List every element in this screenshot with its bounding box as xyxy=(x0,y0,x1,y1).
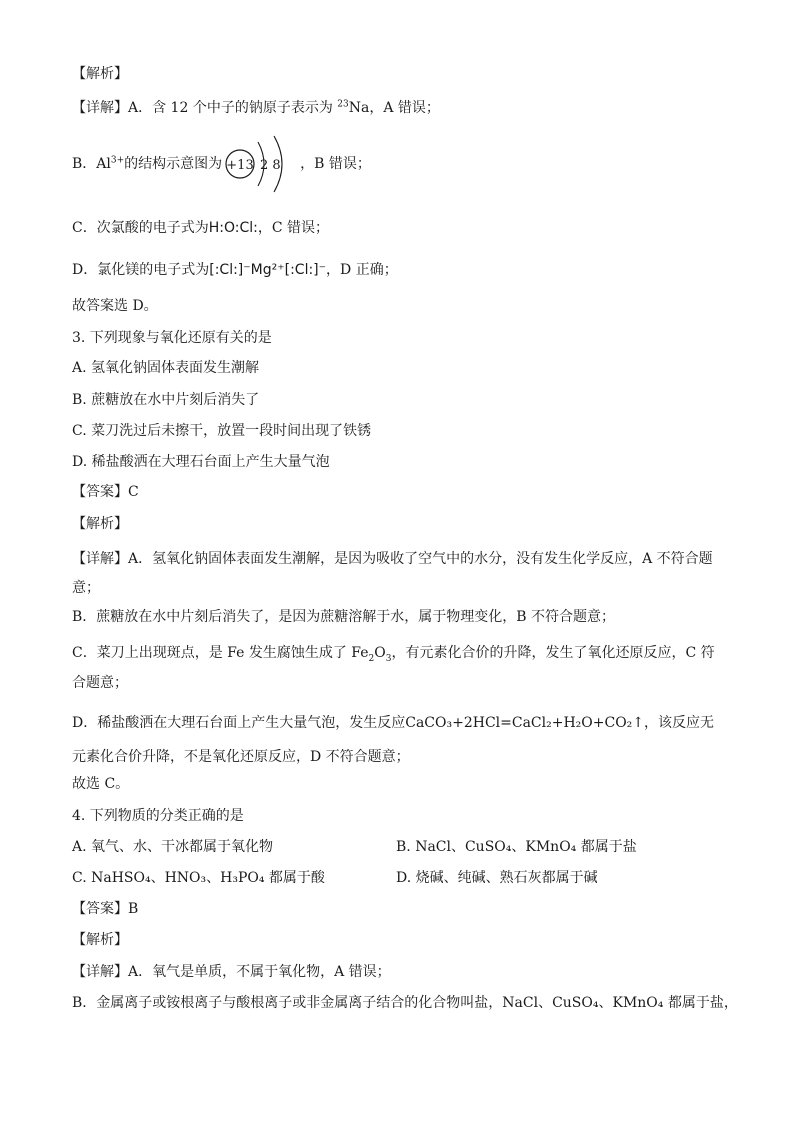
nucleus-label: +13 xyxy=(226,158,254,173)
shell-electrons: 2 8 xyxy=(260,158,281,173)
detail-a-text: 【详解】A．含 12 个中子的钠原子表示为 xyxy=(72,100,338,116)
q3-option-c: C. 菜刀洗过后未擦干，放置一段时间出现了铁锈 xyxy=(72,423,372,439)
q4-option-c: C. NaHSO₄、HNO₃、H₃PO₄ 都属于酸 xyxy=(72,870,325,886)
q4-option-d: D. 烧碱、纯碱、熟石灰都属于碱 xyxy=(396,870,598,886)
fe2o3-o: O xyxy=(374,645,386,661)
detail-a-line xyxy=(72,98,440,118)
mass-number: 23 xyxy=(337,99,349,110)
detail-a-end: ，A 错误； xyxy=(369,100,440,116)
detail-b-line xyxy=(72,134,371,194)
fe2o3-sub-2: 2 xyxy=(368,653,375,664)
q3-detail-d-end: ，该反应无元素化合价升降，不是氧化还原反应，D 不符合题意； xyxy=(72,715,715,765)
q3-option-a: A. 氢氧化钠固体表面发生潮解 xyxy=(72,360,260,376)
q4-detail-a: 【详解】A．氧气是单质，不属于氧化物，A 错误； xyxy=(72,964,391,980)
detail-d-line xyxy=(72,260,398,280)
q3-conclusion: 故选 C。 xyxy=(72,776,130,792)
q3-detail-c xyxy=(72,638,720,698)
section-heading-jiexi: 【解析】 xyxy=(72,66,128,82)
reaction-equation: CaCO₃+2HCl=CaCl₂+H₂O+CO₂↑ xyxy=(405,715,645,731)
q3-option-d: D. 稀盐酸洒在大理石台面上产生大量气泡 xyxy=(72,454,330,470)
question-4-stem: 4. 下列物质的分类正确的是 xyxy=(72,808,244,824)
detail-d-end: ，D 正确； xyxy=(326,262,398,278)
fe2o3-sub-3: 3 xyxy=(385,653,392,664)
atomic-structure-diagram xyxy=(222,134,300,194)
q3-detail-c-text: C．菜刀上出现斑点，是 Fe 发生腐蚀生成了 Fe xyxy=(72,645,369,661)
q3-jiexi: 【解析】 xyxy=(72,516,128,532)
atomic-structure-svg xyxy=(222,134,300,194)
q4-jiexi: 【解析】 xyxy=(72,932,128,948)
q3-answer: 【答案】C xyxy=(72,484,139,500)
conclusion-1: 故答案选 D。 xyxy=(72,298,158,314)
q4-answer: 【答案】B xyxy=(72,901,139,917)
q3-detail-d xyxy=(72,706,720,774)
q4-detail-b: B．金属离子或铵根离子与酸根离子或非金属离子结合的化合物叫盐，NaCl、CuSO₄、KMnO₄ 都属于盐， xyxy=(72,995,738,1011)
detail-c-text: C．次氯酸的电子式为 xyxy=(72,220,209,236)
q4-option-b: B. NaCl、CuSO₄、KMnO₄ 都属于盐 xyxy=(396,839,637,855)
question-3-stem: 3. 下列现象与氧化还原有关的是 xyxy=(72,330,272,346)
element-symbol: Na xyxy=(348,100,370,116)
detail-b-mid: 的结构示意图为 xyxy=(124,156,223,172)
detail-d-text: D．氯化镁的电子式为 xyxy=(72,262,210,278)
detail-b-text: B．Al xyxy=(72,156,111,172)
electron-formula-mgcl2: [:Cl:]⁻Mg²⁺[:Cl:]⁻ xyxy=(209,262,327,278)
q3-detail-c-end: ，有元素化合价的升降，发生了氧化还原反应，C 符合题意； xyxy=(72,645,715,691)
q3-detail-d-text: D．稀盐酸洒在大理石台面上产生大量气泡，发生反应 xyxy=(72,715,406,731)
q3-detail-b: B．蔗糖放在水中片刻后消失了，是因为蔗糖溶解于水，属于物理变化，B 不符合题意； xyxy=(72,609,616,625)
electron-formula-hclo: H:O:Cl: xyxy=(208,220,258,236)
detail-b-end: ，B 错误； xyxy=(300,156,371,172)
q4-option-a: A. 氧气、水、干冰都属于氧化物 xyxy=(72,839,274,855)
ion-charge: 3+ xyxy=(110,155,125,166)
q3-option-b: B. 蔗糖放在水中片刻后消失了 xyxy=(72,392,260,408)
detail-c-end: ，C 错误； xyxy=(257,220,330,236)
detail-c-line xyxy=(72,218,329,238)
q3-detail-a: 【详解】A．氢氧化钠固体表面发生潮解，是因为吸收了空气中的水分，没有发生化学反应，A 不符合题意； xyxy=(72,551,713,596)
